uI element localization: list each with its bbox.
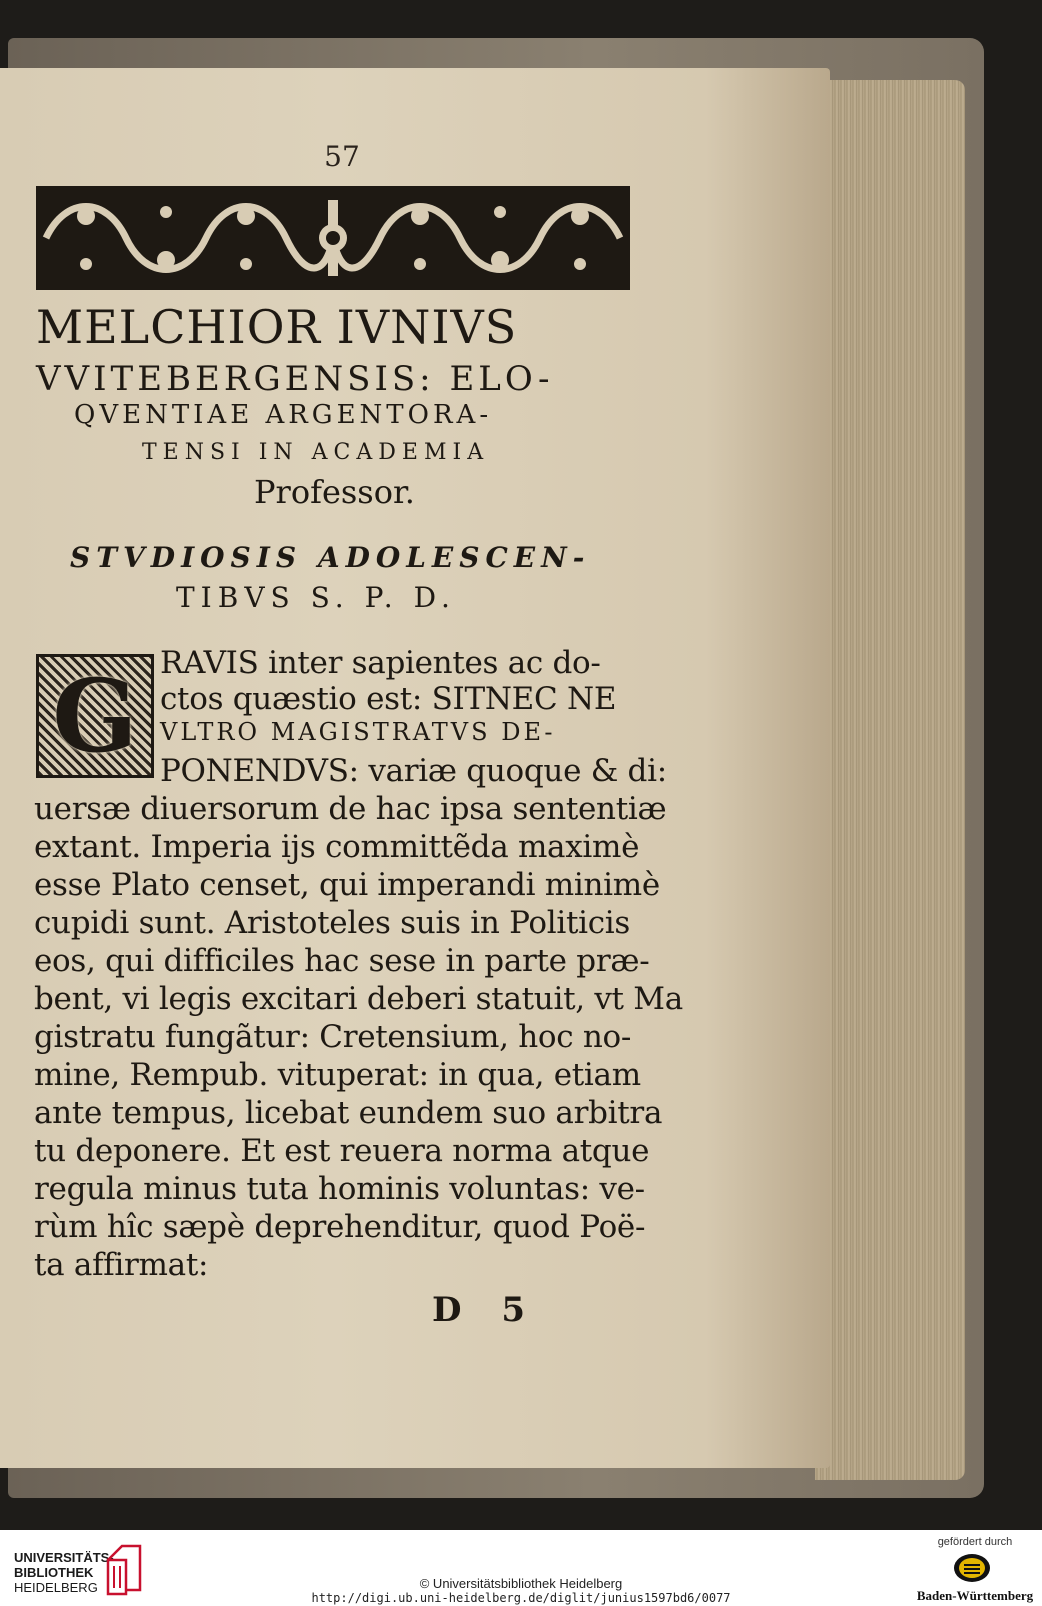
body-line: eos, qui difficiles hac sese in parte præ- xyxy=(34,943,650,979)
body-line: uersæ diuersorum de hac ipsa sententiæ xyxy=(34,791,667,827)
library-line: UNIVERSITÄTS- xyxy=(14,1550,114,1565)
body-line: regula minus tuta hominis voluntas: ve- xyxy=(34,1171,645,1207)
page-number: 57 xyxy=(324,140,360,173)
heading-line: Professor. xyxy=(254,473,415,511)
body-line: mine, Rempub. vituperat: in qua, etiam xyxy=(34,1057,641,1093)
body-line: esse Plato censet, qui imperandi minimè xyxy=(34,867,660,903)
signature-mark: D 5 xyxy=(432,1290,539,1330)
heading-line: TENSI IN ACADEMIA xyxy=(142,440,490,465)
body-line: tu deponere. Et est reuera norma atque xyxy=(34,1133,650,1169)
body-line: PONENDVS: variæ quoque & di: xyxy=(160,753,667,789)
library-line: BIBLIOTHEK xyxy=(14,1565,94,1580)
copyright-text: © Universitätsbibliothek Heidelberg xyxy=(419,1576,623,1591)
body-line: ante tempus, licebat eundem suo arbitra xyxy=(34,1095,663,1131)
sponsor-label: gefördert durch xyxy=(937,1536,1013,1548)
library-line: HEIDELBERG xyxy=(14,1580,98,1595)
heading-line: VVITEBERGENSIS: ELO- xyxy=(36,359,554,399)
salutation-line: STVDIOSIS ADOLESCEN- xyxy=(70,541,591,574)
body-line: VLTRO MAGISTRATVS DE- xyxy=(160,718,556,746)
initial-letter: G xyxy=(52,657,138,775)
body-line: gistratu fungãtur: Cretensium, hoc no- xyxy=(34,1019,632,1055)
sponsor-name: Baden-Württemberg xyxy=(916,1588,1034,1603)
body-line: rùm hîc sæpè deprehenditur, quod Poë- xyxy=(34,1209,646,1245)
body-line: cupidi sunt. Aristoteles suis in Politicis xyxy=(34,905,631,941)
page-edges xyxy=(815,80,965,1480)
decorated-initial xyxy=(36,654,154,778)
body-line: RAVIS inter sapientes ac do- xyxy=(160,645,601,681)
heading-line: QVENTIAE ARGENTORA- xyxy=(74,400,493,430)
body-line: extant. Imperia ijs committẽda maximè xyxy=(34,829,640,865)
body-line: ta affirmat: xyxy=(34,1247,209,1283)
permalink-url[interactable]: http://digi.ub.uni-heidelberg.de/diglit/junius1597bd6/0077 xyxy=(311,1591,731,1605)
body-line: ctos quæstio est: SITNEC NE xyxy=(160,681,617,717)
body-line: bent, vi legis excitari deberi statuit, vt Ma xyxy=(34,981,683,1017)
salutation-line: TIBVS S. P. D. xyxy=(176,581,456,614)
heading-line: MELCHIOR IVNIVS xyxy=(36,300,518,354)
state-coat-of-arms-icon xyxy=(952,1552,992,1584)
ornament-band xyxy=(36,186,630,290)
